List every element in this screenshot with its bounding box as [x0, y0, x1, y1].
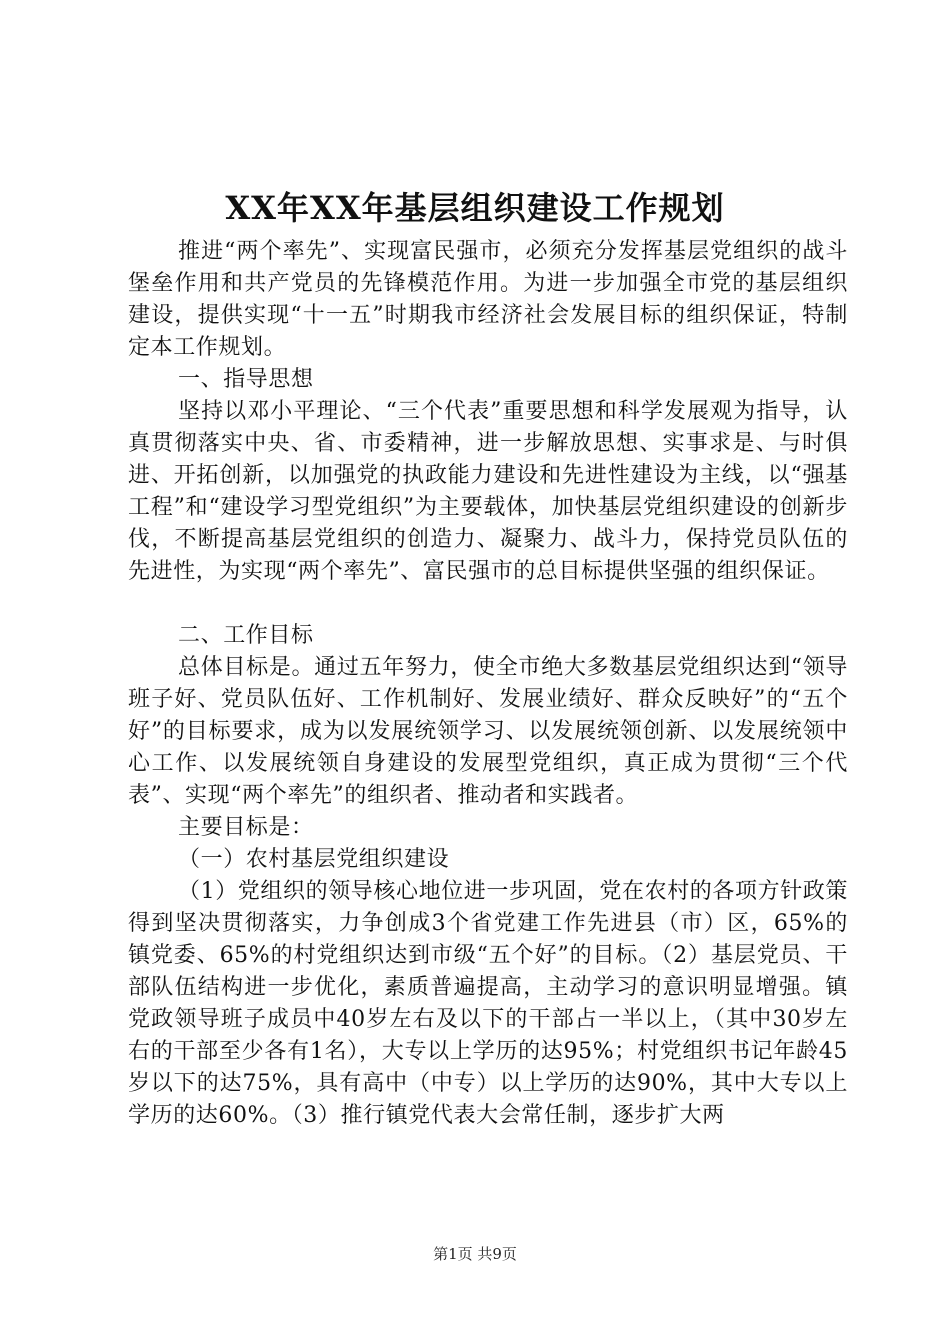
document-title: XX年XX年基层组织建设工作规划 [225, 189, 725, 227]
rural-goals-paragraph: （1）党组织的领导核心地位进一步巩固，党在农村的各项方针政策得到坚决贯彻落实，力争创成3个省党建工作先进县（市）区，65%的镇党委、65%的村党组织达到市级“五个好”的目标。（2）基层党员、干部队伍结构进一步优化，素质普遍提高，主动学习的意识明显增强。镇党政领导班子成员中40岁左右及以下的干部占一半以上，（其中30岁左右的干部至少各有1名），大专以上学历的达95%；村党组织书记年龄45岁以下的达75%，具有高中（中专）以上学历的达90%，其中大专以上学历的达60%。（3）推行镇党代表大会常任制，逐步扩大两 [128, 879, 848, 1128]
document-body [128, 236, 848, 1132]
section-heading-guiding-thought: 一、指导思想 [178, 367, 314, 392]
subsection-heading-rural: （一）农村基层党组织建设 [178, 847, 450, 872]
main-goals-heading: 主要目标是： [178, 815, 314, 840]
page-footer: 第1页 共9页 [433, 1245, 517, 1263]
overall-goal-paragraph: 总体目标是。通过五年努力，使全市绝大多数基层党组织达到“领导班子好、党员队伍好、工作机制好、发展业绩好、群众反映好”的“五个好”的目标要求，成为以发展统领学习、以发展统领创新、以发展统领中心工作、以发展统领自身建设的发展型党组织，真正成为贯彻“三个代表”、实现“两个率先”的组织者、推动者和实践者。 [128, 655, 848, 808]
guiding-thought-paragraph: 坚持以邓小平理论、“三个代表”重要思想和科学发展观为指导，认真贯彻落实中央、省、市委精神，进一步解放思想、实事求是、与时俱进、开拓创新，以加强党的执政能力建设和先进性建设为主线，以“强基工程”和“建设学习型党组织”为主要载体，加快基层党组织建设的创新步伐，不断提高基层党组织的创造力、凝聚力、战斗力，保持党员队伍的先进性，为实现“两个率先”、富民强市的总目标提供坚强的组织保证。 [128, 399, 848, 584]
section-heading-work-goals: 二、工作目标 [178, 623, 314, 648]
intro-paragraph: 推进“两个率先”、实现富民强市，必须充分发挥基层党组织的战斗堡垒作用和共产党员的先锋模范作用。为进一步加强全市党的基层组织建设，提供实现“十一五”时期我市经济社会发展目标的组织保证，特制定本工作规划。 [128, 239, 848, 360]
paragraph-spacer [128, 588, 848, 620]
